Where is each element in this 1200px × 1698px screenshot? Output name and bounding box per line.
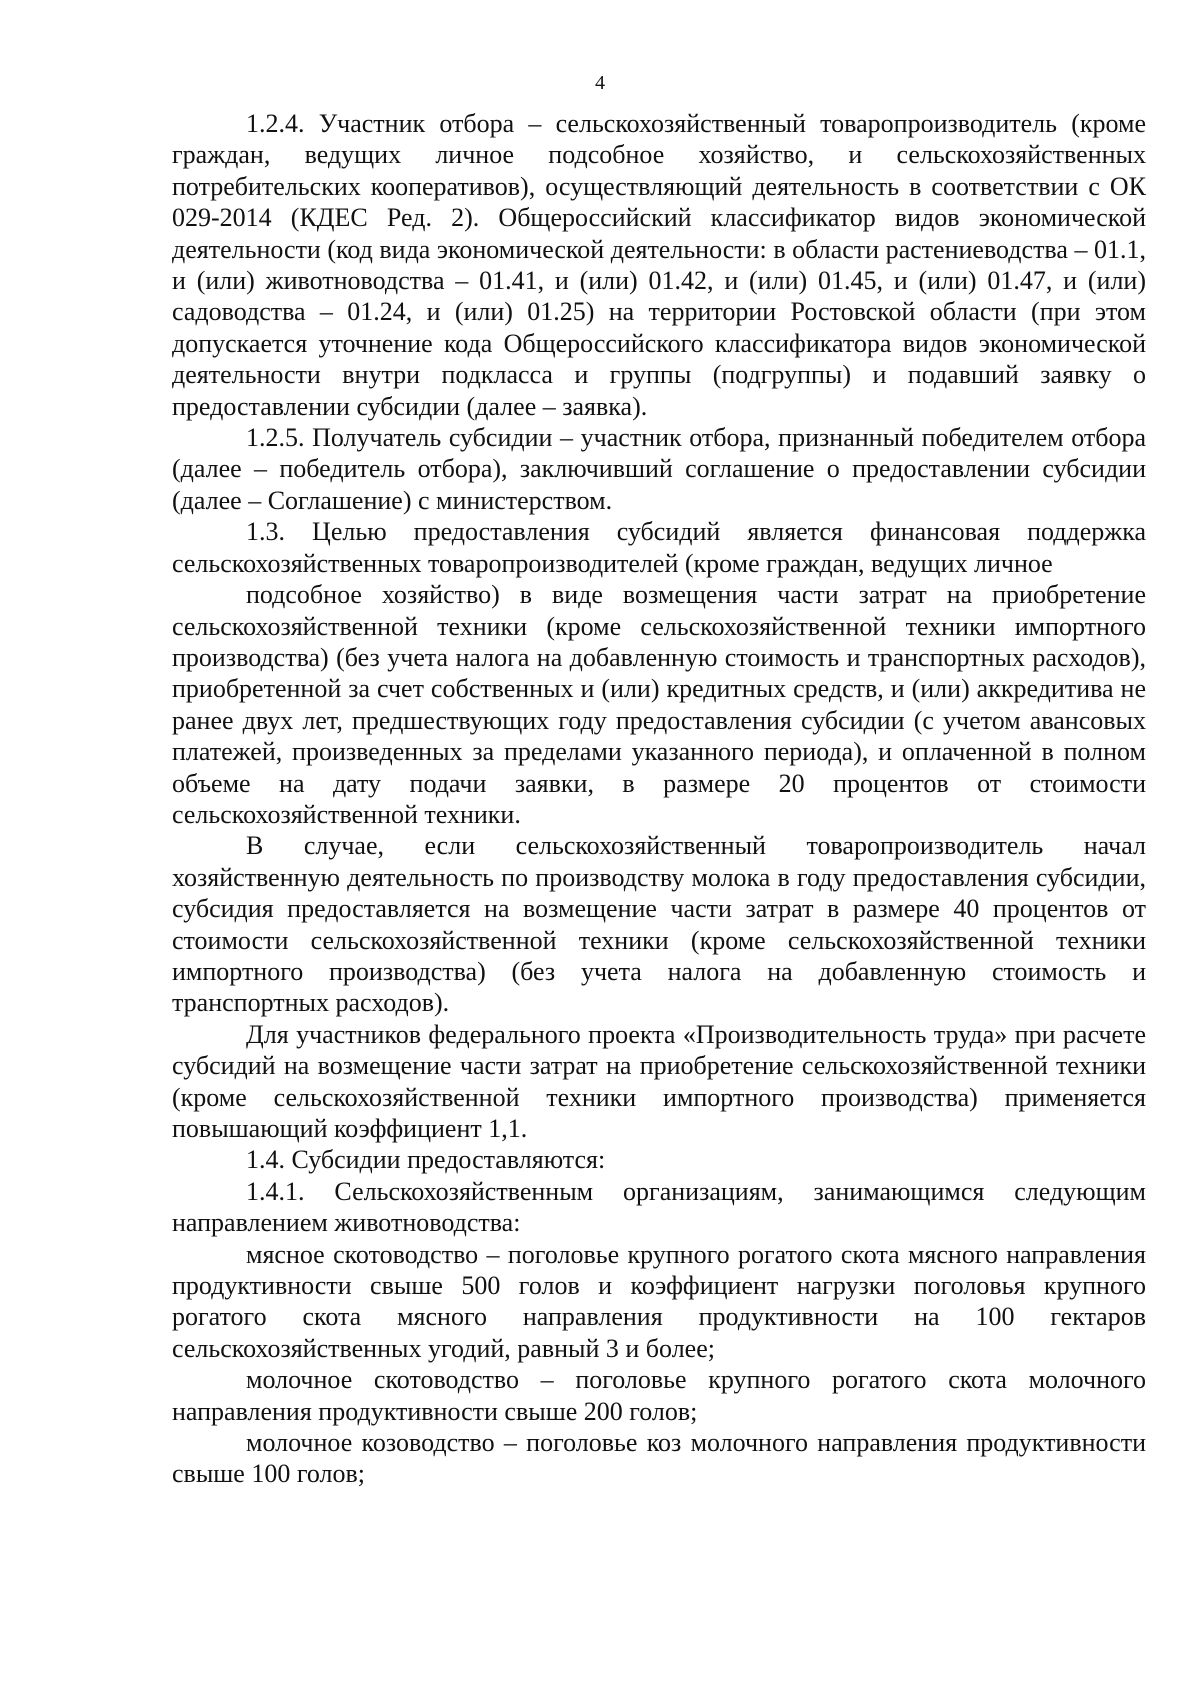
paragraph-1-3-continued: подсобное хозяйство) в виде возмещения части затрат на приобретение сельскохозяйственной техники (кроме сельскохозяйственной техники импортного производства) (без учета налога на добавленную стоимость и транспортных расходов), приобретенной за счет собственных и (или) кредитных средств, и (или) аккредитива не ранее двух лет, предшествующих году предоставления субсидии (с учетом авансовых платежей, произведенных за пределами указанного периода), и оплаченной в полном объеме на дату подачи заявки, в размере 20 процентов от стоимости сельскохозяйственной техники. (172, 580, 1146, 829)
paragraph-productivity-project: Для участников федерального проекта «Производительность труда» при расчете субсидий на возмещение части затрат на приобретение сельскохозяйственной техники (кроме сельскохозяйственной техники импортного производства) применяется повышающий коэффициент 1,1. (172, 1019, 1146, 1143)
paragraph-milk-production-case: В случае, если сельскохозяйственный товаропроизводитель начал хозяйственную деятельность по производству молока в году предоставления субсидии, субсидия предоставляется на возмещение части затрат в размере 40 процентов от стоимости сельскохозяйственной техники (кроме сельскохозяйственной техники импортного производства) (без учета налога на добавленную стоимость и транспортных расходов). (172, 831, 1146, 1018)
paragraph-1-4-1: 1.4.1. Сельскохозяйственным организациям, занимающимся следующим направлением животноводства: (172, 1176, 1146, 1238)
paragraph-1-4: 1.4. Субсидии предоставляются: (246, 1145, 606, 1175)
paragraph-1-2-4: 1.2.4. Участник отбора – сельскохозяйственный товаропроизводитель (кроме граждан, ведущих личное подсобное хозяйство, и сельскохозяйственных потребительских кооперативов), осуществляющий деятельность в соответствии с ОК 029-2014 (КДЕС Ред. 2). Общероссийский классификатор видов экономической деятельности (код вида экономической деятельности: в области растениеводства – 01.1, и (или) животноводства – 01.41, и (или) 01.42, и (или) 01.45, и (или) 01.47, и (или) садоводства – 01.24, и (или) 01.25) на территории Ростовской области (при этом допускается уточнение кода Общероссийского классификатора видов экономической деятельности внутри подкласса и группы (подгруппы) и подавший заявку о предоставлении субсидии (далее – заявка). (172, 109, 1146, 421)
paragraph-dairy-goats: молочное козоводство – поголовье коз молочного направления продуктивности свыше 100 голов; (172, 1428, 1146, 1489)
document-body (172, 108, 1146, 1490)
page-number: 4 (595, 72, 605, 94)
paragraph-meat-cattle: мясное скотоводство – поголовье крупного рогатого скота мясного направления продуктивности свыше 500 голов и коэффициент нагрузки поголовья крупного рогатого скота мясного направления продуктивности на 100 гектаров сельскохозяйственных угодий, равный 3 и более; (172, 1239, 1146, 1363)
paragraph-dairy-cattle: молочное скотоводство – поголовье крупного рогатого скота молочного направления продуктивности свыше 200 голов; (172, 1365, 1146, 1426)
paragraph-1-2-5: 1.2.5. Получатель субсидии – участник отбора, признанный победителем отбора (далее – победитель отбора), заключивший соглашение о предоставлении субсидии (далее – Соглашение) с министерством. (172, 423, 1146, 515)
paragraph-1-3: 1.3. Целью предоставления субсидий является финансовая поддержка сельскохозяйственных товаропроизводителей (кроме граждан, ведущих личное (172, 517, 1146, 578)
